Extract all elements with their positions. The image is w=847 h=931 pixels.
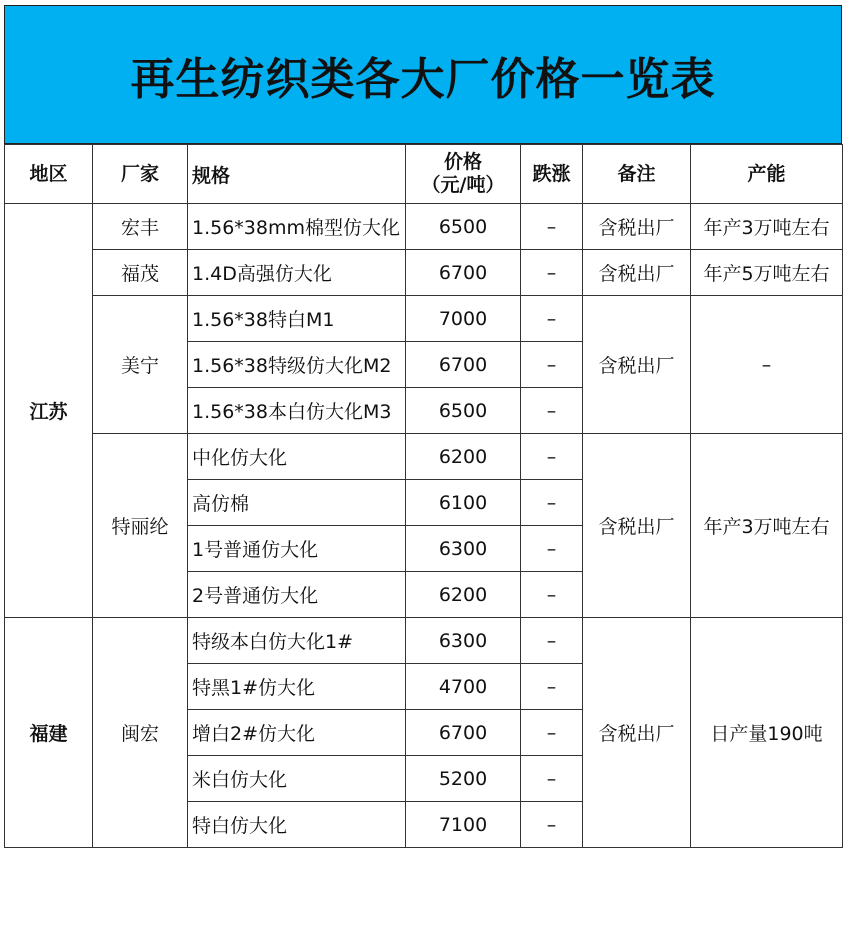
change-cell: – [521, 204, 583, 250]
title-banner [4, 5, 842, 144]
header-capacity: 产能 [691, 145, 843, 204]
change-cell: – [521, 756, 583, 802]
change-cell: – [521, 250, 583, 296]
header-region: 地区 [5, 145, 93, 204]
price-cell: 6700 [406, 342, 521, 388]
spec-cell: 1.4D高强仿大化 [188, 250, 406, 296]
change-cell: – [521, 526, 583, 572]
capacity-cell: 年产3万吨左右 [691, 434, 843, 618]
price-cell: 6500 [406, 204, 521, 250]
factory-cell: 宏丰 [93, 204, 188, 250]
note-cell: 含税出厂 [583, 618, 691, 848]
change-cell: – [521, 480, 583, 526]
spec-cell: 1号普通仿大化 [188, 526, 406, 572]
spec-cell: 2号普通仿大化 [188, 572, 406, 618]
note-cell: 含税出厂 [583, 296, 691, 434]
spec-cell: 特白仿大化 [188, 802, 406, 848]
change-cell: – [521, 802, 583, 848]
price-cell: 7100 [406, 802, 521, 848]
header-price [406, 145, 521, 204]
region-cell: 江苏 [5, 204, 93, 618]
price-cell: 6200 [406, 572, 521, 618]
price-cell: 6700 [406, 710, 521, 756]
capacity-cell: 年产5万吨左右 [691, 250, 843, 296]
price-cell: 6300 [406, 526, 521, 572]
spec-cell: 1.56*38特级仿大化M2 [188, 342, 406, 388]
capacity-cell: 日产量190吨 [691, 618, 843, 848]
change-cell: – [521, 664, 583, 710]
change-cell: – [521, 710, 583, 756]
change-cell: – [521, 296, 583, 342]
header-price-label: 价格 [443, 151, 482, 173]
spec-cell: 特级本白仿大化1# [188, 618, 406, 664]
header-note: 备注 [583, 145, 691, 204]
spec-cell: 中化仿大化 [188, 434, 406, 480]
price-cell: 5200 [406, 756, 521, 802]
table-row [5, 204, 843, 250]
change-cell: – [521, 388, 583, 434]
spec-cell: 米白仿大化 [188, 756, 406, 802]
note-cell: 含税出厂 [583, 204, 691, 250]
header-change: 跌涨 [521, 145, 583, 204]
header-price-unit: （元/吨） [421, 174, 505, 196]
price-cell: 6100 [406, 480, 521, 526]
table-row [5, 434, 843, 480]
price-cell: 6300 [406, 618, 521, 664]
table-row [5, 296, 843, 342]
spec-cell: 1.56*38mm棉型仿大化 [188, 204, 406, 250]
table-body [5, 204, 843, 848]
factory-cell: 闽宏 [93, 618, 188, 848]
price-cell: 6700 [406, 250, 521, 296]
price-sheet [4, 5, 842, 848]
price-cell: 6500 [406, 388, 521, 434]
factory-cell: 美宁 [93, 296, 188, 434]
header-spec: 规格 [188, 145, 406, 204]
capacity-cell: 年产3万吨左右 [691, 204, 843, 250]
table-row [5, 618, 843, 664]
page-title: 再生纺织类各大厂价格一览表 [130, 53, 716, 105]
table-row [5, 250, 843, 296]
price-cell: 6200 [406, 434, 521, 480]
note-cell: 含税出厂 [583, 434, 691, 618]
factory-cell: 福茂 [93, 250, 188, 296]
spec-cell: 1.56*38本白仿大化M3 [188, 388, 406, 434]
change-cell: – [521, 434, 583, 480]
price-cell: 4700 [406, 664, 521, 710]
header-row [5, 145, 843, 204]
change-cell: – [521, 572, 583, 618]
header-factory: 厂家 [93, 145, 188, 204]
spec-cell: 特黑1#仿大化 [188, 664, 406, 710]
region-cell: 福建 [5, 618, 93, 848]
note-cell: 含税出厂 [583, 250, 691, 296]
price-cell: 7000 [406, 296, 521, 342]
change-cell: – [521, 618, 583, 664]
price-table [4, 144, 843, 848]
change-cell: – [521, 342, 583, 388]
spec-cell: 增白2#仿大化 [188, 710, 406, 756]
spec-cell: 1.56*38特白M1 [188, 296, 406, 342]
factory-cell: 特丽纶 [93, 434, 188, 618]
spec-cell: 高仿棉 [188, 480, 406, 526]
capacity-cell: – [691, 296, 843, 434]
